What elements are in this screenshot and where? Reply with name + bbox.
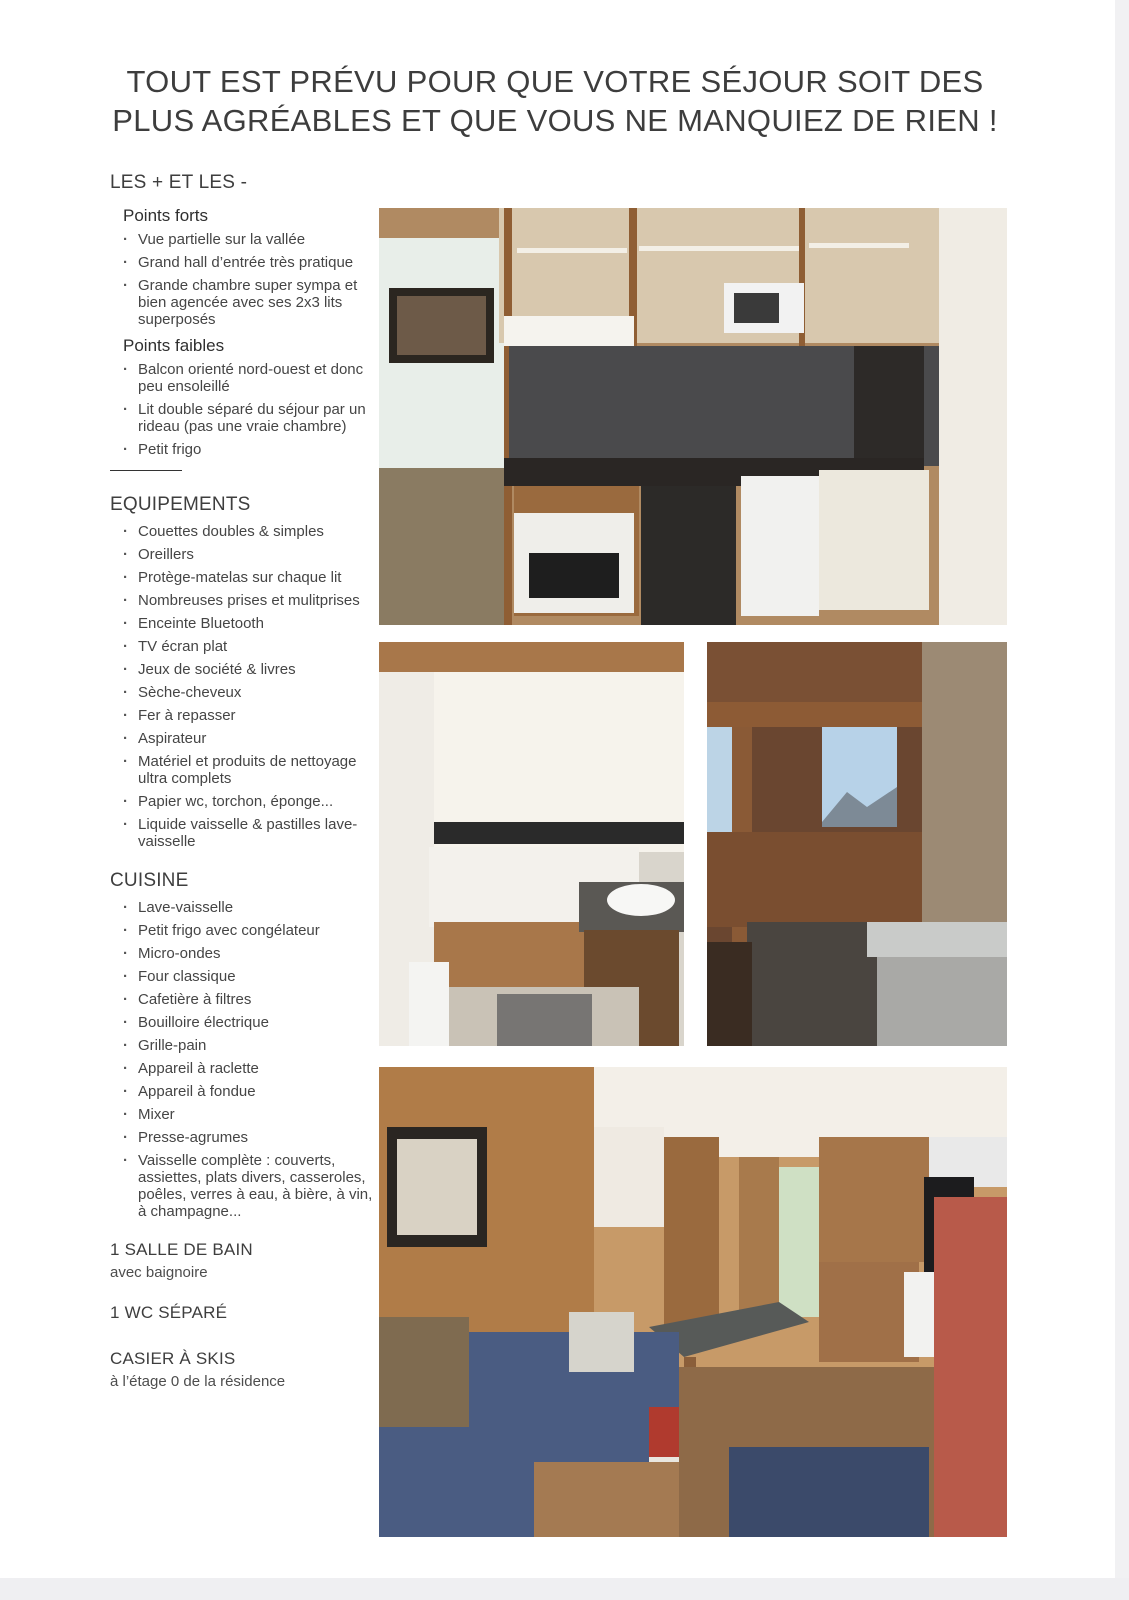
kitchen-item: · Four classique	[138, 968, 375, 985]
equipment-item: · Matériel et produits de nettoyage ultra complets	[138, 753, 375, 787]
headline-line-2: PLUS AGRÉABLES ET QUE VOUS NE MANQUIEZ DE RIEN !	[112, 103, 998, 138]
balcony-photo	[707, 642, 1007, 1046]
kitchen-item: · Grille-pain	[138, 1037, 375, 1054]
bathroom-photo	[379, 642, 684, 1046]
plus-minus-title: LES + ET LES -	[110, 172, 248, 193]
strengths-title: Points forts	[123, 206, 209, 225]
strength-item: · Grande chambre super sympa et bien agencée avec ses 2x3 lits superposés	[138, 277, 375, 328]
equipment-item: · Jeux de société & livres	[138, 661, 375, 678]
equipment-item: · Papier wc, torchon, éponge...	[138, 793, 375, 810]
headline-line-1: TOUT EST PRÉVU POUR QUE VOTRE SÉJOUR SOIT DES	[126, 64, 984, 99]
page-headline	[100, 62, 1010, 140]
kitchen-list	[110, 899, 375, 1220]
weakness-item: · Lit double séparé du séjour par un rideau (pas une vraie chambre)	[138, 401, 375, 435]
kitchen-item: · Petit frigo avec congélateur	[138, 922, 375, 939]
page-bottom-shadow	[0, 1578, 1129, 1600]
equipment-item: · Protège-matelas sur chaque lit	[138, 569, 375, 586]
page-edge-shadow	[1115, 0, 1129, 1600]
strength-item: · Vue partielle sur la vallée	[138, 231, 375, 248]
kitchen-item: · Micro-ondes	[138, 945, 375, 962]
kitchen-item: · Bouilloire électrique	[138, 1014, 375, 1031]
kitchen-title: CUISINE	[110, 870, 189, 891]
bathroom-title: 1 SALLE DE BAIN	[110, 1240, 253, 1259]
kitchen-item: · Cafetière à filtres	[138, 991, 375, 1008]
weakness-item: · Balcon orienté nord-ouest et donc peu ensoleillé	[138, 361, 375, 395]
wc-title: 1 WC SÉPARÉ	[110, 1303, 228, 1322]
strength-item: · Grand hall d’entrée très pratique	[138, 254, 375, 271]
kitchen-photo	[379, 208, 1007, 625]
ski-locker-detail: à l’étage 0 de la résidence	[110, 1373, 286, 1390]
kitchen-item: · Appareil à raclette	[138, 1060, 375, 1077]
ski-locker-title: CASIER À SKIS	[110, 1349, 236, 1368]
kitchen-item: · Vaisselle complète : couverts, assiettes, plats divers, casseroles, poêles, verres à eau, à bière, à vin, à champagne...	[138, 1152, 375, 1220]
equipment-item: · Liquide vaisselle & pastilles lave-vaisselle	[138, 816, 375, 850]
living-room-photo	[379, 1067, 1007, 1537]
kitchen-item: · Appareil à fondue	[138, 1083, 375, 1100]
equipment-item: · Nombreuses prises et mulitprises	[138, 592, 375, 609]
equipment-item: · Fer à repasser	[138, 707, 375, 724]
weaknesses-list	[110, 361, 375, 458]
equipment-item: · Sèche-cheveux	[138, 684, 375, 701]
kitchen-item: · Mixer	[138, 1106, 375, 1123]
equipment-item: · Couettes doubles & simples	[138, 523, 375, 540]
equipment-title: EQUIPEMENTS	[110, 494, 251, 515]
bathroom-detail: avec baignoire	[110, 1264, 208, 1281]
weaknesses-title: Points faibles	[123, 336, 225, 355]
amenities-column	[110, 172, 375, 1390]
equipment-item: · Aspirateur	[138, 730, 375, 747]
kitchen-item: · Presse-agrumes	[138, 1129, 375, 1146]
equipment-item: · Oreillers	[138, 546, 375, 563]
kitchen-item: · Lave-vaisselle	[138, 899, 375, 916]
equipment-item: · Enceinte Bluetooth	[138, 615, 375, 632]
equipment-item: · TV écran plat	[138, 638, 375, 655]
weakness-item: · Petit frigo	[138, 441, 375, 458]
strengths-list	[110, 231, 375, 328]
equipment-list	[110, 523, 375, 850]
